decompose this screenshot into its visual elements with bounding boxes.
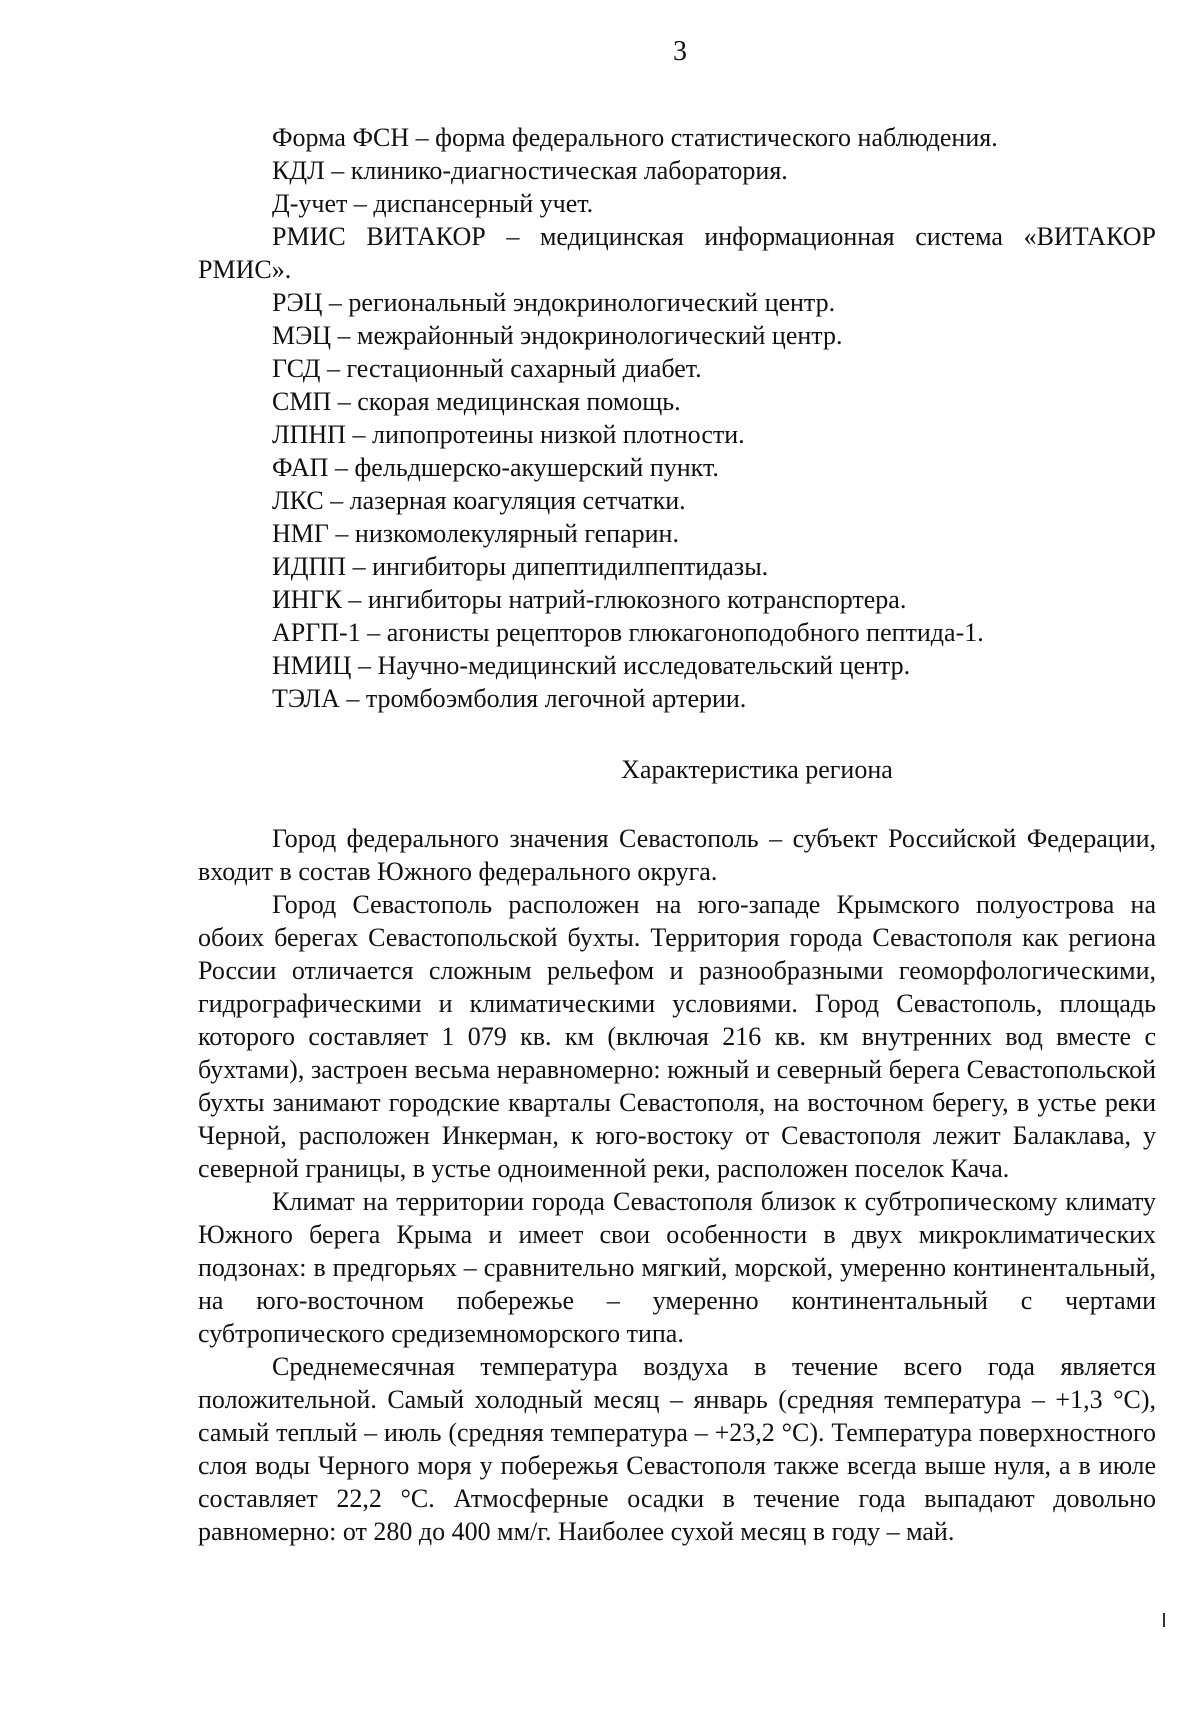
abbreviation-item: ФАП – фельдшерско-акушерский пункт. — [272, 453, 719, 482]
abbreviation-item: СМП – скорая медицинская помощь. — [272, 387, 681, 416]
abbreviation-item: ТЭЛА – тромбоэмболия легочной артерии. — [272, 684, 747, 713]
paragraph: Среднемесячная температура воздуха в течение всего года является положительной. Самый холодный месяц – январь (средняя температура – +1,3 °С), самый теплый – июль (средняя температура – +23,2 °С). Температура поверхностного слоя воды Черного моря у побережья Севастополя также всегда выше нуля, а в июле составляет 22,2 °С. Атмосферные осадки в течение года выпадают довольно равномерно: от 280 до 400 мм/г. Наиболее сухой месяц в году – май. — [198, 1352, 1156, 1546]
abbreviation-item: РМИС ВИТАКОР – медицинская информационная система «ВИТАКОР РМИС». — [198, 222, 1156, 284]
abbreviation-item: ИДПП – ингибиторы дипептидилпептидазы. — [272, 552, 769, 581]
abbreviation-item: ЛКС – лазерная коагуляция сетчатки. — [272, 486, 686, 515]
abbreviation-item: АРГП-1 – агонисты рецепторов глюкагоноподобного пептида-1. — [272, 618, 984, 647]
paragraph: Климат на территории города Севастополя близок к субтропическому климату Южного берега Крыма и имеет свои особенности в двух микроклиматических подзонах: в предгорьях – сравнительно мягкий, морской, умеренно континентальный, на юго-восточном побережье – умеренно континентальный с чертами субтропического средиземноморского типа. — [198, 1187, 1156, 1348]
paragraph: Город Севастополь расположен на юго-западе Крымского полуострова на обоих берегах Севастопольской бухты. Территория города Севастополя как региона России отличается сложным рельефом и разнообразными геоморфологическими, гидрографическими и климатическими условиями. Город Севастополь, площадь которого составляет 1 079 кв. км (включая 216 кв. км внутренних вод вместе с бухтами), застроен весьма неравномерно: южный и северный берега Севастопольской бухты занимают городские кварталы Севастополя, на восточном берегу, в устье реки Черной, расположен Инкерман, к юго-востоку от Севастополя лежит Балаклава, у северной границы, в устье одноименной реки, расположен поселок Кача. — [198, 890, 1156, 1183]
abbreviation-item: МЭЦ – межрайонный эндокринологический центр. — [272, 321, 843, 350]
paragraph: Город федерального значения Севастополь – субъект Российской Федерации, входит в состав Южного федерального округа. — [198, 824, 1156, 886]
abbreviation-item: Форма ФСН – форма федерального статистического наблюдения. — [272, 123, 998, 152]
abbreviation-item: РЭЦ – региональный эндокринологический центр. — [272, 288, 836, 317]
abbreviation-item: ЛПНП – липопротеины низкой плотности. — [272, 420, 745, 449]
section-body — [198, 822, 1156, 1548]
abbreviation-item: Д-учет – диспансерный учет. — [272, 189, 594, 218]
abbreviation-item: КДЛ – клинико-диагностическая лаборатория. — [272, 156, 788, 185]
margin-mark — [1163, 1613, 1165, 1627]
abbreviation-list — [198, 121, 1156, 715]
section-heading: Характеристика региона — [621, 755, 893, 784]
abbreviation-item: НМИЦ – Научно-медицинский исследовательский центр. — [272, 651, 911, 680]
abbreviation-item: НМГ – низкомолекулярный гепарин. — [272, 519, 679, 548]
abbreviation-item: ИНГК – ингибиторы натрий-глюкозного котранспортера. — [272, 585, 907, 614]
page-number: 3 — [673, 36, 687, 67]
abbreviation-item: ГСД – гестационный сахарный диабет. — [272, 354, 702, 383]
